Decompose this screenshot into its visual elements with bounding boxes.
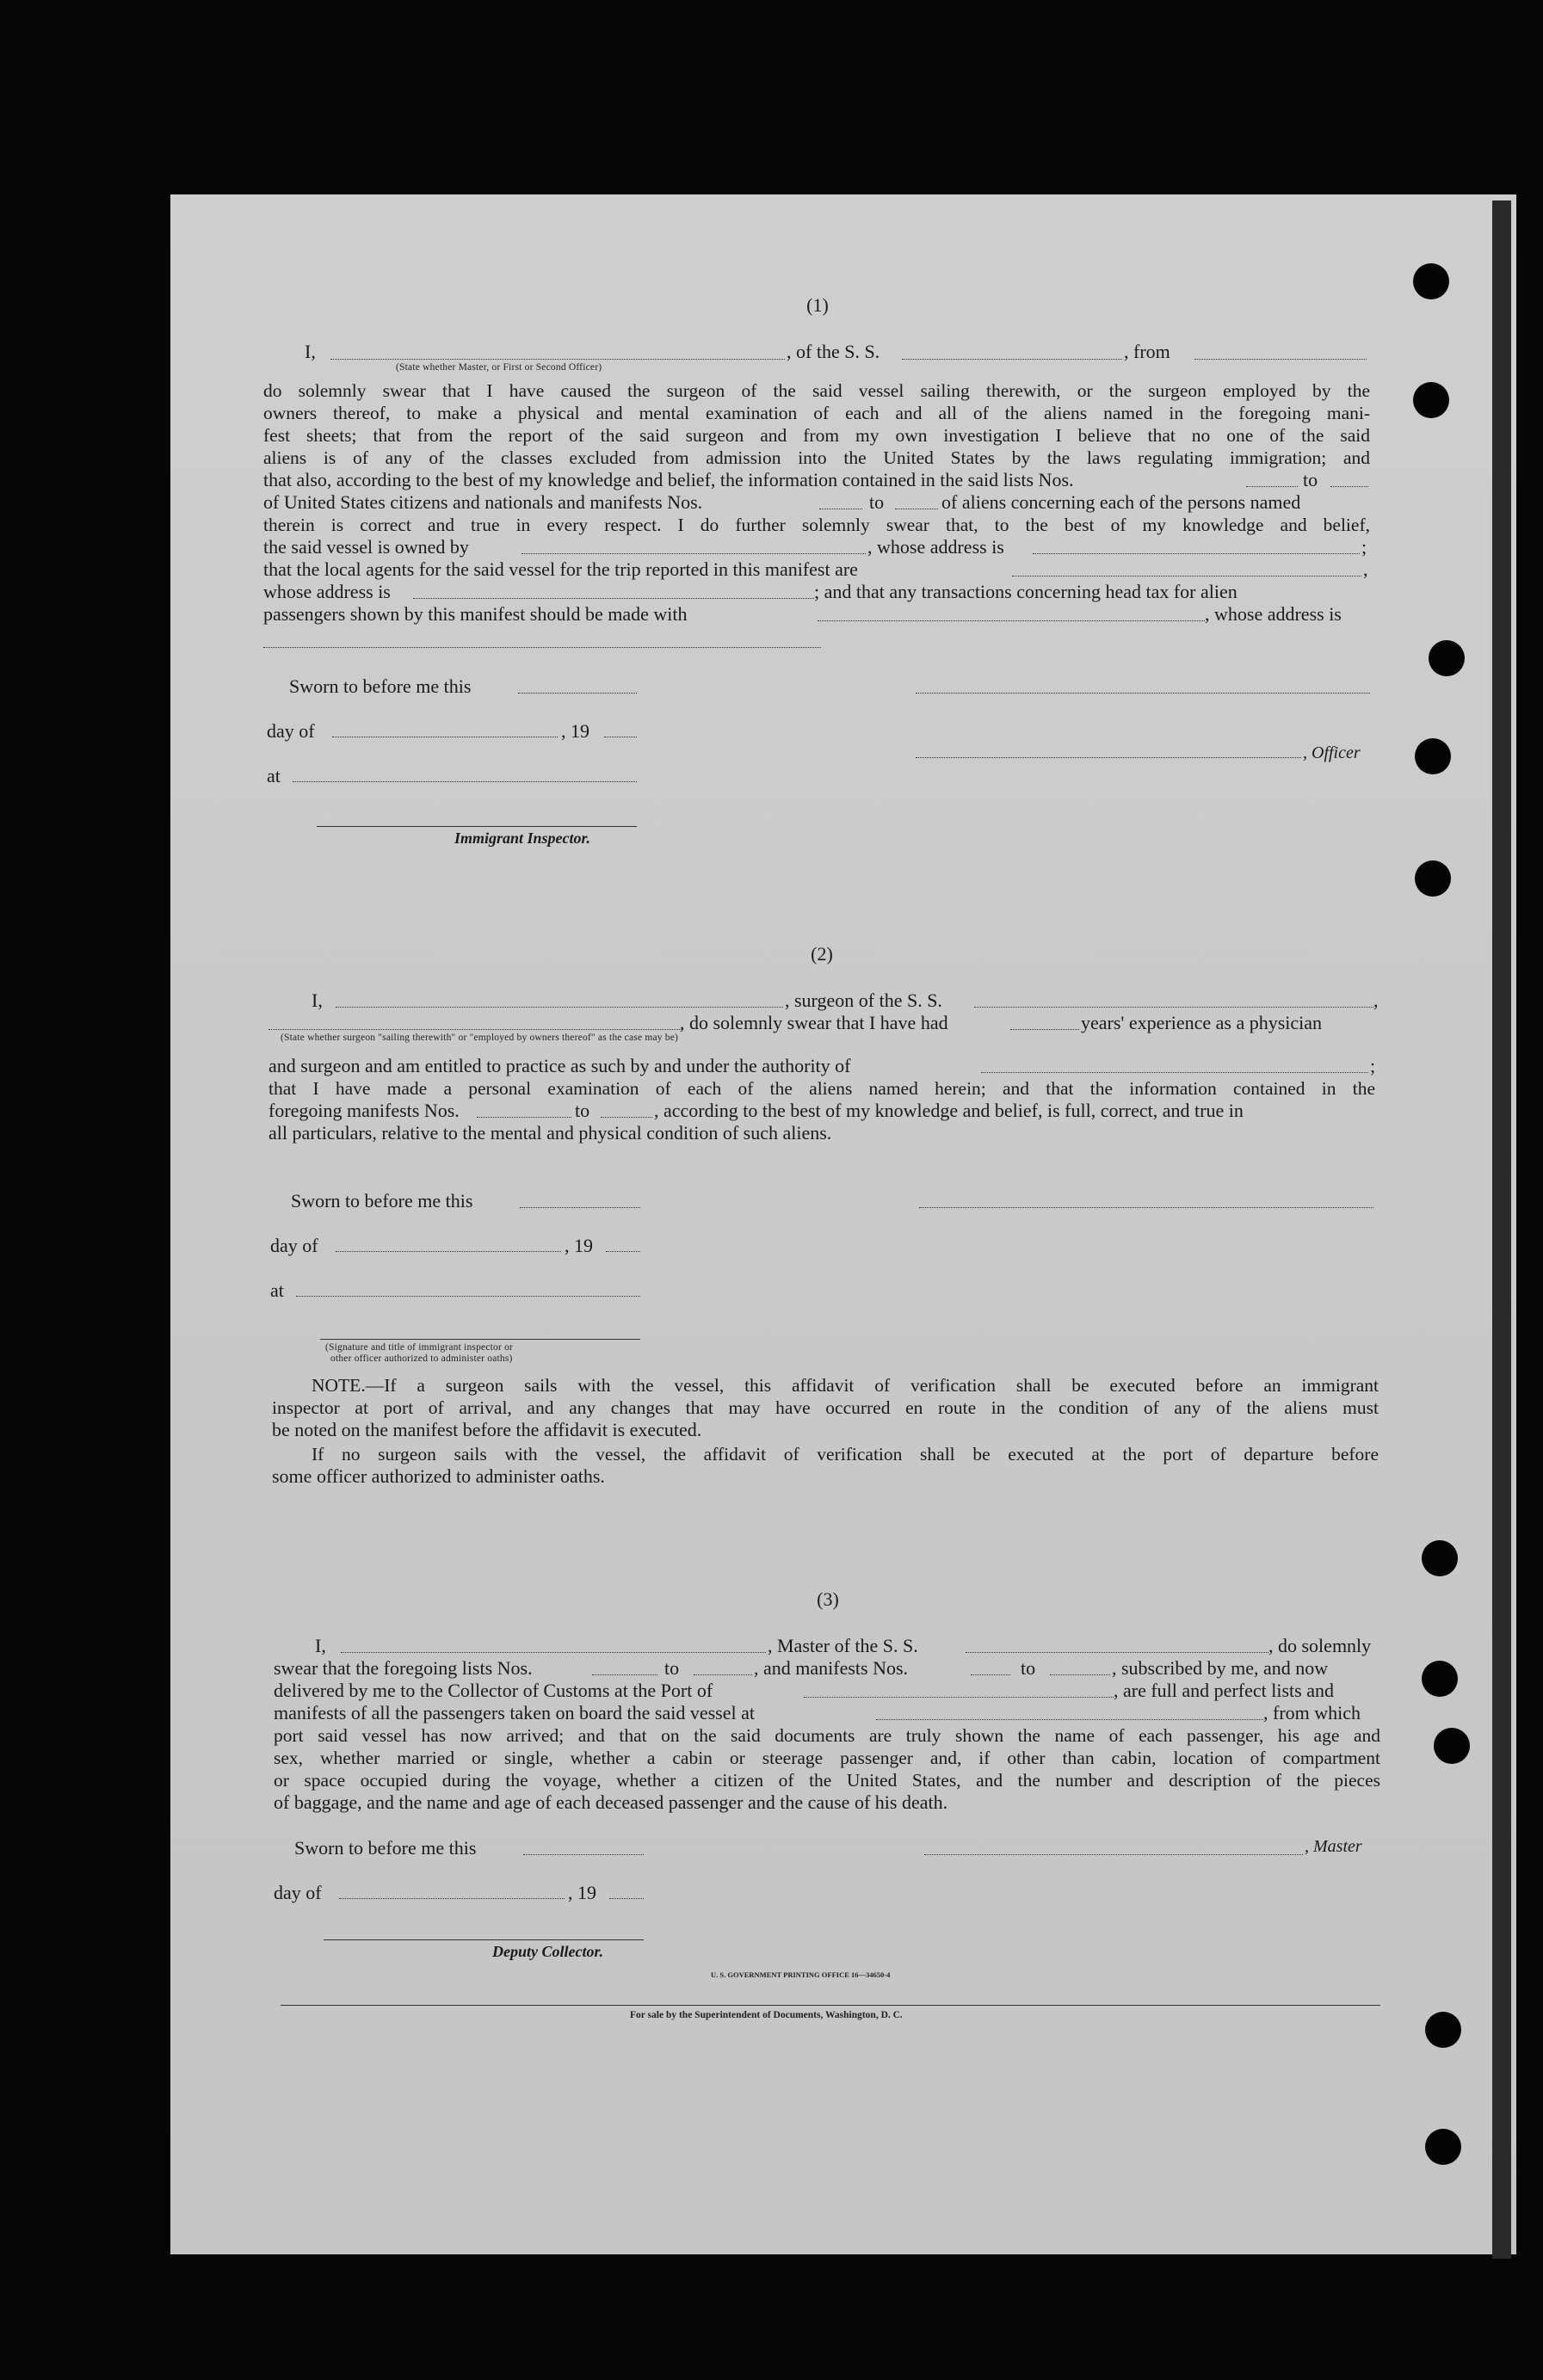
year-field[interactable] bbox=[606, 1251, 640, 1252]
punch-hole bbox=[1422, 1540, 1458, 1576]
master-signature-field[interactable] bbox=[924, 1854, 1303, 1855]
oath-line: or space occupied during the voyage, whether a citizen of the United States, and the number and description of the pieces bbox=[274, 1770, 1380, 1791]
oath-line: of United States citizens and nationals and manifests Nos. bbox=[263, 491, 703, 513]
section-1-number: (1) bbox=[806, 294, 829, 316]
and-manifests-label: , and manifests Nos. bbox=[754, 1657, 909, 1679]
at-label: at bbox=[267, 765, 281, 786]
from-which-label: , from which bbox=[1263, 1702, 1361, 1723]
for-sale-notice: For sale by the Superintendent of Documents, Washington, D. C. bbox=[630, 2010, 903, 2020]
manifests-from-field[interactable] bbox=[477, 1117, 571, 1118]
agents-address-field[interactable] bbox=[413, 598, 814, 599]
signature-note: (Signature and title of immigrant inspector or bbox=[325, 1342, 514, 1353]
inspector-label: Immigrant Inspector. bbox=[454, 829, 591, 847]
page-edge-shadow bbox=[1492, 200, 1511, 2259]
place-field[interactable] bbox=[296, 1296, 640, 1297]
to-label: to bbox=[664, 1657, 680, 1679]
from-port-field[interactable] bbox=[1194, 359, 1367, 360]
section-2-number: (2) bbox=[811, 943, 833, 965]
surgeon-name-field[interactable] bbox=[336, 1007, 783, 1008]
surgeon-signature-field[interactable] bbox=[919, 1207, 1373, 1208]
oath-line: do solemnly swear that I have caused the surgeon of the said vessel sailing therewith, or the surgeon employed by the bbox=[263, 380, 1370, 401]
day-of-label: day of bbox=[270, 1235, 318, 1256]
manifests-of-label: manifests of all the passengers taken on board the said vessel at bbox=[274, 1702, 756, 1723]
collector-signature-line[interactable] bbox=[324, 1939, 644, 1940]
note-line: If no surgeon sails with the vessel, the affidavit of verification shall be executed at the port of departure before bbox=[312, 1444, 1379, 1464]
place-field[interactable] bbox=[293, 781, 637, 782]
surgeon-of-label: , surgeon of the S. S. bbox=[785, 990, 942, 1011]
lists-to-field[interactable] bbox=[1330, 486, 1368, 487]
punch-hole bbox=[1429, 640, 1465, 676]
sworn-date-field[interactable] bbox=[523, 1854, 644, 1855]
oath-line: sex, whether married or single, whether a cabin or steerage passenger and, if other than cabin, location of compartment bbox=[274, 1748, 1380, 1768]
to-label: to bbox=[1021, 1657, 1036, 1679]
oath-line: aliens is of any of the classes excluded from admission into the United States by the laws regulating immigration; and bbox=[263, 447, 1370, 468]
punch-hole bbox=[1422, 1661, 1458, 1697]
manifests-to-field[interactable] bbox=[1050, 1674, 1110, 1675]
master-name-field[interactable] bbox=[341, 1652, 766, 1653]
delivered-label: delivered by me to the Collector of Customs at the Port of bbox=[274, 1680, 713, 1701]
officer-name-field[interactable] bbox=[330, 359, 785, 360]
punch-hole bbox=[1425, 2129, 1461, 2165]
oath-line: passengers shown by this manifest should be made with bbox=[263, 603, 688, 625]
inspector-signature-line[interactable] bbox=[317, 826, 637, 827]
collector-label: Deputy Collector. bbox=[492, 1943, 603, 1960]
punch-hole bbox=[1434, 1728, 1470, 1764]
sworn-label: Sworn to before me this bbox=[291, 1190, 473, 1212]
of-ss-label: , of the S. S. bbox=[787, 341, 880, 362]
comma: , bbox=[1373, 990, 1379, 1011]
punch-hole bbox=[1413, 263, 1449, 299]
footer-divider bbox=[281, 2005, 1380, 2006]
oath-prefix: I, bbox=[305, 341, 316, 362]
oath-line: that also, according to the best of my knowledge and belief, the information contained in the said lists Nos. bbox=[263, 469, 1074, 490]
punch-hole bbox=[1415, 860, 1451, 897]
oath-line: the said vessel is owned by bbox=[263, 536, 469, 558]
year-label: , 19 bbox=[565, 1235, 593, 1256]
lists-from-field[interactable] bbox=[1246, 486, 1298, 487]
owner-field[interactable] bbox=[522, 553, 866, 554]
particulars-line: all particulars, relative to the mental and physical condition of such aliens. bbox=[268, 1122, 832, 1144]
month-field[interactable] bbox=[339, 1898, 565, 1899]
from-label: , from bbox=[1124, 341, 1170, 362]
sworn-label: Sworn to before me this bbox=[289, 675, 472, 697]
manifests-to-field[interactable] bbox=[601, 1117, 652, 1118]
subscribed-label: , subscribed by me, and now bbox=[1112, 1657, 1329, 1679]
oath-line: of baggage, and the name and age of each deceased passenger and the cause of his death. bbox=[274, 1791, 948, 1813]
year-label: , 19 bbox=[561, 720, 589, 742]
officer-signature-field[interactable] bbox=[916, 693, 1370, 694]
sworn-label: Sworn to before me this bbox=[294, 1837, 477, 1859]
punch-hole bbox=[1415, 738, 1451, 774]
officer-label: , Officer bbox=[1303, 743, 1361, 762]
oath-line: owners thereof, to make a physical and mental examination of each and all of the aliens named in the foregoing mani- bbox=[263, 403, 1370, 423]
head-tax-party-field[interactable] bbox=[818, 620, 1205, 621]
month-field[interactable] bbox=[336, 1251, 561, 1252]
of-aliens-label: of aliens concerning each of the persons named bbox=[941, 491, 1301, 513]
years-field[interactable] bbox=[1010, 1029, 1079, 1030]
master-label: , Master bbox=[1305, 1837, 1362, 1856]
semicolon: ; bbox=[1370, 1055, 1376, 1076]
oath-line: port said vessel has now arrived; and that on the said documents are truly shown the name of each passenger, his age and bbox=[274, 1725, 1380, 1746]
at-label: at bbox=[270, 1279, 284, 1301]
manifests-rest-label: , according to the best of my knowledge and belief, is full, correct, and true in bbox=[654, 1100, 1244, 1121]
head-tax-label: ; and that any transactions concerning head tax for alien bbox=[814, 581, 1237, 602]
port-field[interactable] bbox=[804, 1697, 1114, 1698]
oath-prefix: I, bbox=[312, 990, 323, 1011]
surgeon-note: (State whether surgeon "sailing therewith" or "employed by owners thereof" as the case may be) bbox=[281, 1033, 679, 1043]
years-experience-label: years' experience as a physician bbox=[1081, 1012, 1323, 1033]
owner-address-field[interactable] bbox=[1033, 553, 1360, 554]
authority-field[interactable] bbox=[981, 1072, 1368, 1073]
vessel-name-field[interactable] bbox=[902, 359, 1122, 360]
whose-address-label: , whose address is bbox=[1205, 603, 1342, 625]
oath-line: fest sheets; that from the report of the said surgeon and from my own investigation I believe that no one of the said bbox=[263, 425, 1370, 446]
do-swear-label: , do solemnly swear that I have had bbox=[680, 1012, 948, 1033]
oath-prefix: I, bbox=[315, 1635, 326, 1656]
to-label: to bbox=[575, 1100, 590, 1121]
oath-line: whose address is bbox=[263, 581, 391, 602]
sworn-date-field[interactable] bbox=[520, 1207, 640, 1208]
inspector-signature-line[interactable] bbox=[320, 1339, 640, 1340]
local-agents-field[interactable] bbox=[1012, 576, 1361, 577]
surgeon-type-field[interactable] bbox=[268, 1029, 682, 1030]
sworn-date-field[interactable] bbox=[518, 693, 637, 694]
day-of-label: day of bbox=[267, 720, 315, 742]
note-line: some officer authorized to administer oaths. bbox=[272, 1465, 605, 1487]
are-full-label: , are full and perfect lists and bbox=[1114, 1680, 1334, 1701]
manifests-label: foregoing manifests Nos. bbox=[268, 1100, 460, 1121]
whose-address-label: , whose address is bbox=[867, 536, 1004, 558]
year-field[interactable] bbox=[609, 1898, 644, 1899]
note-line: inspector at port of arrival, and any changes that may have occurred en route in the condition of any of the aliens must bbox=[272, 1397, 1379, 1418]
officer-note: (State whether Master, or First or Second Officer) bbox=[396, 362, 602, 373]
punch-hole bbox=[1413, 382, 1449, 418]
vessel-name-field[interactable] bbox=[966, 1652, 1268, 1653]
master-of-label: , Master of the S. S. bbox=[768, 1635, 918, 1656]
oath-line: therein is correct and true in every respect. I do further solemnly swear that, to the best of my knowledge and belief, bbox=[263, 515, 1370, 535]
manifests-from-field[interactable] bbox=[971, 1674, 1010, 1675]
authority-label: and surgeon and am entitled to practice as such by and under the authority of bbox=[268, 1055, 851, 1076]
to-label: to bbox=[1303, 469, 1318, 490]
officer-title-field[interactable] bbox=[916, 757, 1301, 758]
head-tax-address-field[interactable] bbox=[263, 647, 821, 648]
section-3-number: (3) bbox=[817, 1588, 839, 1610]
punch-hole bbox=[1425, 2012, 1461, 2048]
lists-to-field[interactable] bbox=[694, 1674, 752, 1675]
lists-label: swear that the foregoing lists Nos. bbox=[274, 1657, 533, 1679]
oath-line: that the local agents for the said vessel for the trip reported in this manifest are bbox=[263, 558, 858, 580]
semicolon: ; bbox=[1361, 536, 1367, 558]
day-of-label: day of bbox=[274, 1882, 322, 1903]
exam-line: that I have made a personal examination of each of the aliens named herein; and that the information contained in the bbox=[268, 1078, 1375, 1099]
note-line: NOTE.—If a surgeon sails with the vessel, this affidavit of verification shall be executed before an immigrant bbox=[312, 1375, 1379, 1396]
vessel-name-field[interactable] bbox=[974, 1007, 1373, 1008]
lists-from-field[interactable] bbox=[592, 1674, 657, 1675]
boarding-port-field[interactable] bbox=[876, 1719, 1263, 1720]
printing-office-imprint: U. S. GOVERNMENT PRINTING OFFICE 16—34650-4 bbox=[711, 1970, 891, 1979]
do-solemnly-label: , do solemnly bbox=[1268, 1635, 1372, 1656]
to-label: to bbox=[869, 491, 885, 513]
signature-note: other officer authorized to administer oaths) bbox=[330, 1353, 513, 1364]
year-label: , 19 bbox=[568, 1882, 596, 1903]
note-line: be noted on the manifest before the affidavit is executed. bbox=[272, 1419, 702, 1440]
comma: , bbox=[1363, 558, 1368, 580]
